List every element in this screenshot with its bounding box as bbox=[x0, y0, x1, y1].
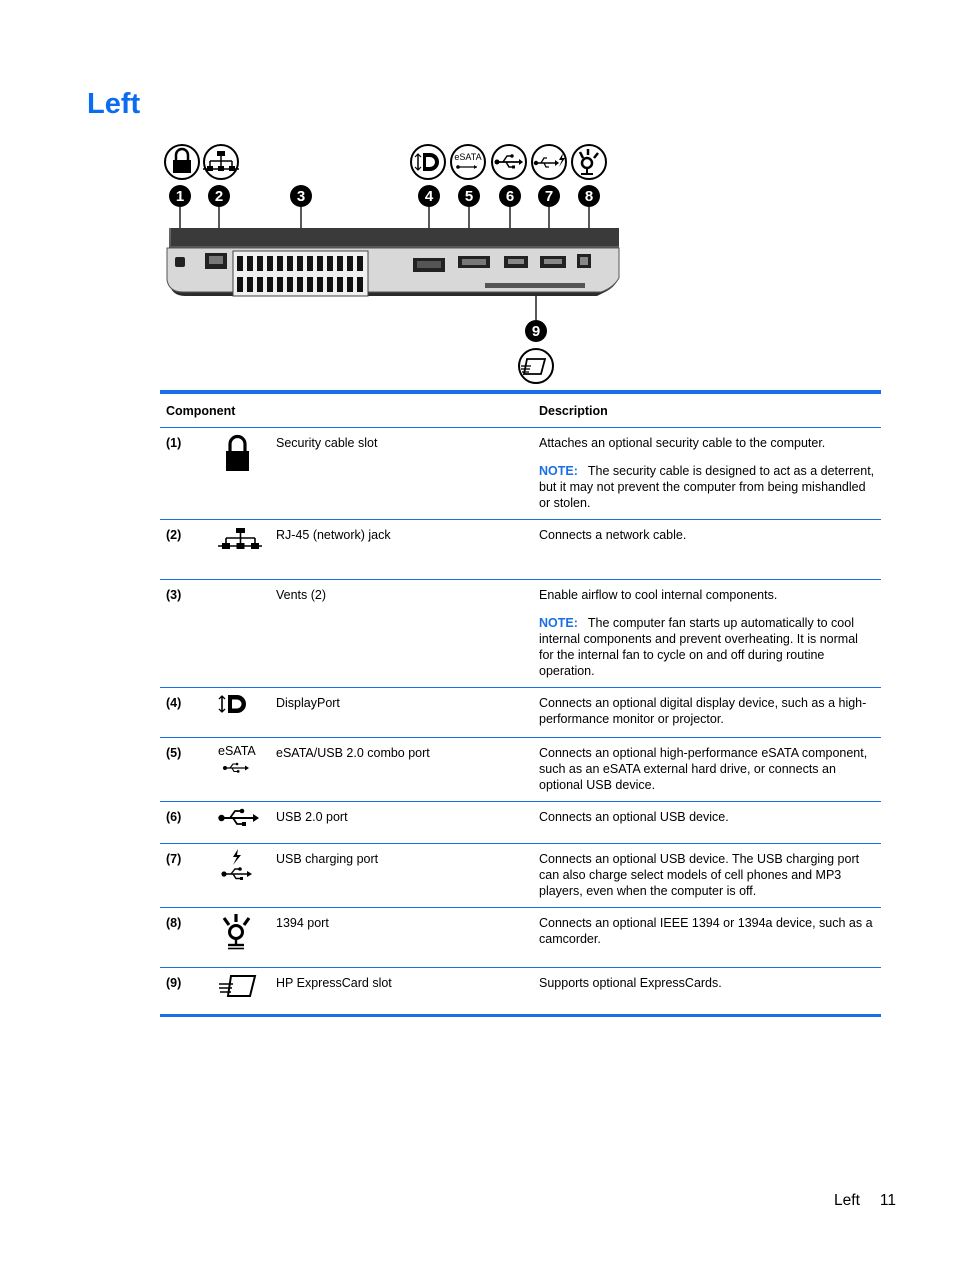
note-label: NOTE: bbox=[539, 616, 578, 630]
displayport-icon bbox=[218, 692, 254, 716]
description-text: Connects an optional high-performance eSATA component, such as an eSATA external hard drive, or connects an optional USB device. bbox=[539, 746, 868, 792]
network-jack-icon bbox=[218, 524, 262, 554]
header-component: Component bbox=[160, 392, 533, 428]
note-label: NOTE: bbox=[539, 464, 578, 478]
firewire-1394-icon bbox=[218, 912, 258, 952]
row-number: (3) bbox=[160, 580, 206, 688]
header-description: Description bbox=[533, 392, 881, 428]
component-description bbox=[533, 580, 881, 688]
component-name: Vents (2) bbox=[270, 580, 533, 688]
callout-7-usb-charging-icon bbox=[532, 145, 566, 179]
callout-8-firewire-icon bbox=[572, 145, 606, 179]
description-text: Attaches an optional security cable to the computer. bbox=[539, 436, 826, 450]
callout-5: 5 bbox=[464, 188, 474, 205]
table-row bbox=[160, 580, 881, 688]
esata-icon-label: eSATA bbox=[218, 744, 256, 758]
description-text: Enable airflow to cool internal components. bbox=[539, 588, 778, 602]
component-description bbox=[533, 968, 881, 1016]
component-name: USB 2.0 port bbox=[270, 802, 533, 844]
row-number: (1) bbox=[160, 428, 206, 520]
callout-2: 2 bbox=[214, 188, 224, 205]
page-title: Left bbox=[87, 88, 141, 120]
expresscard-icon bbox=[218, 972, 262, 1000]
description-text: Connects an optional USB device. The USB charging port can also charge select models of cell phones and MP3 players, even when the computer is off. bbox=[539, 852, 860, 898]
component-name: USB charging port bbox=[270, 844, 533, 908]
description-text: Supports optional ExpressCards. bbox=[539, 976, 722, 990]
component-description bbox=[533, 844, 881, 908]
component-name: eSATA/USB 2.0 combo port bbox=[270, 738, 533, 802]
footer-page-number: 11 bbox=[879, 1192, 896, 1209]
component-description bbox=[533, 738, 881, 802]
callout-2-network-icon bbox=[203, 145, 239, 179]
illustration-esata-label: eSATA bbox=[454, 152, 482, 162]
row-number: (9) bbox=[166, 976, 182, 990]
row-number: (7) bbox=[160, 844, 206, 908]
component-description bbox=[533, 520, 881, 580]
table-row bbox=[160, 688, 881, 738]
description-text: Connects a network cable. bbox=[539, 528, 687, 542]
callout-1-lock-icon bbox=[165, 145, 199, 179]
component-description bbox=[533, 908, 881, 968]
row-number: (8) bbox=[160, 908, 206, 968]
component-name: HP ExpressCard slot bbox=[276, 976, 392, 990]
component-name: Security cable slot bbox=[270, 428, 533, 520]
table-row bbox=[160, 802, 881, 844]
row-number: (4) bbox=[160, 688, 206, 738]
row-number: (6) bbox=[160, 802, 206, 844]
component-name: 1394 port bbox=[270, 908, 533, 968]
component-name: RJ-45 (network) jack bbox=[270, 520, 533, 580]
usb-icon bbox=[218, 806, 262, 830]
description-text: Connects an optional digital display device, such as a high-performance monitor or projector. bbox=[539, 696, 867, 726]
row-number: (5) bbox=[160, 738, 206, 802]
table-row bbox=[160, 968, 881, 1016]
callout-3: 3 bbox=[296, 188, 306, 205]
footer-section: Left bbox=[834, 1192, 860, 1209]
component-description bbox=[533, 428, 881, 520]
callout-7: 7 bbox=[544, 188, 554, 205]
esata-usb-icon bbox=[218, 742, 262, 778]
component-table bbox=[160, 390, 881, 1017]
table-row bbox=[160, 738, 881, 802]
component-name: DisplayPort bbox=[270, 688, 533, 738]
callout-1: 1 bbox=[175, 188, 185, 205]
description-text: Connects an optional IEEE 1394 or 1394a device, such as a camcorder. bbox=[539, 916, 873, 946]
lock-icon bbox=[218, 432, 258, 474]
callout-6-usb-icon bbox=[492, 145, 526, 179]
table-row bbox=[160, 844, 881, 908]
description-text: Connects an optional USB device. bbox=[539, 810, 729, 824]
callout-9: 9 bbox=[531, 323, 541, 340]
callout-8: 8 bbox=[584, 188, 594, 205]
usb-charging-icon bbox=[218, 848, 262, 884]
component-description bbox=[533, 688, 881, 738]
table-row bbox=[160, 908, 881, 968]
callout-9-expresscard-icon bbox=[519, 349, 553, 383]
callout-5-esata-icon bbox=[451, 145, 485, 179]
table-header-row bbox=[160, 392, 881, 428]
note-paragraph bbox=[539, 463, 875, 511]
note-text: The computer fan starts up automatically to cool internal components and prevent overheating. It is normal for the internal fan to cycle on and off during routine operation. bbox=[539, 616, 858, 678]
table-row bbox=[160, 428, 881, 520]
callout-6: 6 bbox=[505, 188, 515, 205]
row-number: (2) bbox=[160, 520, 206, 580]
note-text: The security cable is designed to act as a deterrent, but it may not prevent the computer from being mishandled or stolen. bbox=[539, 464, 875, 510]
callout-4-displayport-icon bbox=[411, 145, 445, 179]
computer-left-side-illustration bbox=[155, 136, 625, 388]
component-description bbox=[533, 802, 881, 844]
note-paragraph bbox=[539, 615, 875, 679]
callout-4: 4 bbox=[424, 188, 434, 205]
table-row bbox=[160, 520, 881, 580]
page-footer bbox=[834, 1192, 896, 1210]
